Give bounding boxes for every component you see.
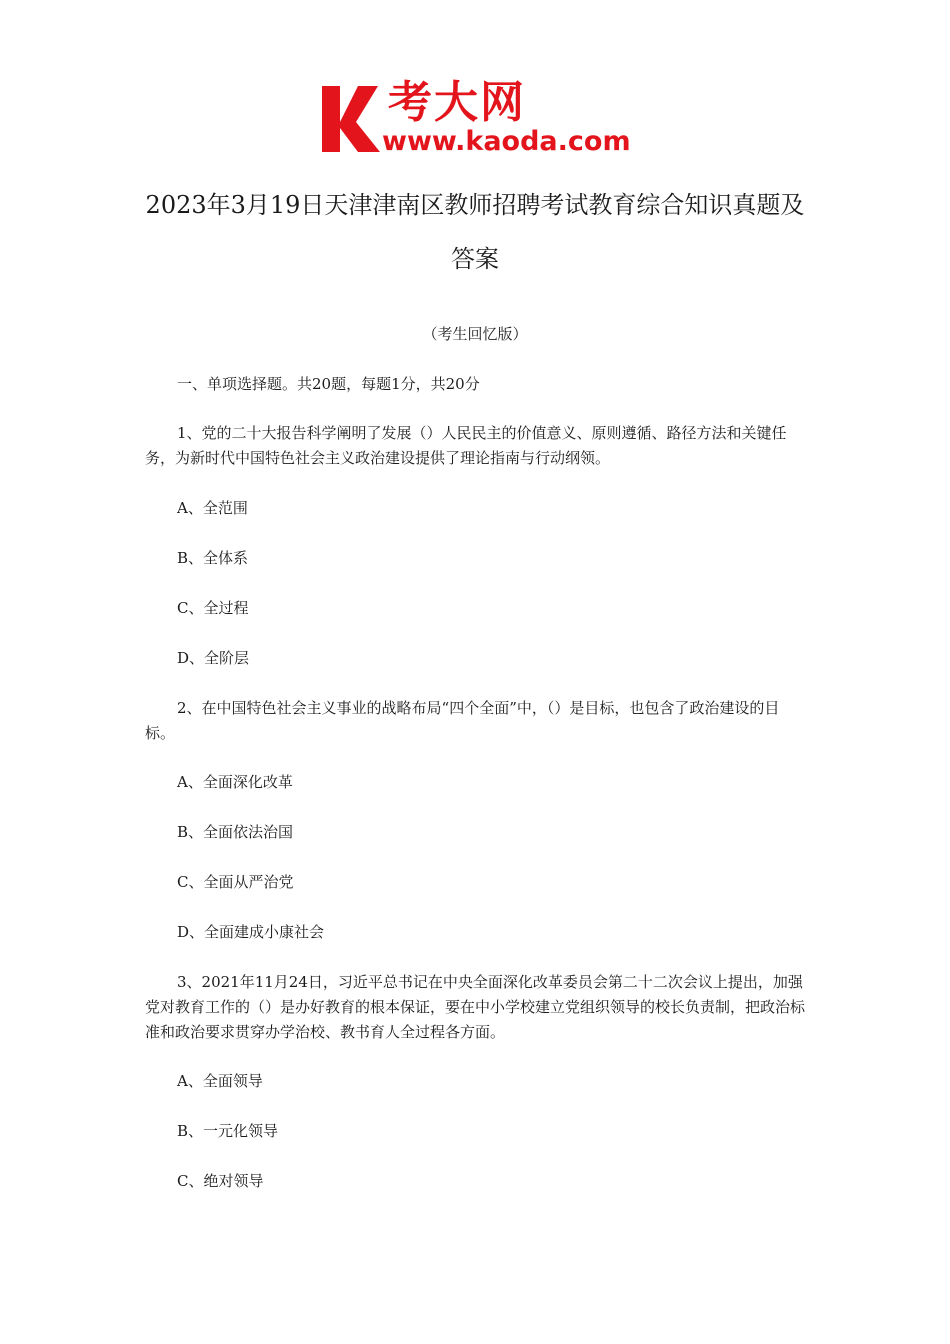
question-1-option-c: C、全过程 <box>177 599 249 617</box>
logo-brand-url: www.kaoda.com <box>382 126 631 157</box>
question-2-text: 2、在中国特色社会主义事业的战略布局“四个全面”中，（）是目标，也包含了政治建设的目标。 <box>145 699 780 742</box>
kaoda-logo <box>318 78 638 158</box>
question-3-option-c: C、绝对领导 <box>177 1172 264 1190</box>
question-3-option-b: B、一元化领导 <box>177 1122 279 1140</box>
question-3-text: 3、2021年11月24日，习近平总书记在中央全面深化改革委员会第二十二次会议上提出，加强党对教育工作的（）是办好教育的根本保证，要在中小学校建立党组织领导的校长负责制，把政治标准和政治要求贯穿办学治校、教书育人全过程各方面。 <box>145 973 806 1041</box>
question-1-option-d: D、全阶层 <box>177 649 250 667</box>
question-2-option-c: C、全面从严治党 <box>177 873 294 891</box>
question-2-option-d: D、全面建成小康社会 <box>177 923 325 941</box>
logo-brand-name: 考大网 <box>388 77 526 128</box>
document-subtitle: （考生回忆版） <box>422 325 528 343</box>
document-title: 2023年3月19日天津津南区教师招聘考试教育综合知识真题及答案 <box>145 191 805 273</box>
section-heading: 一、单项选择题。共20题，每题1分，共20分 <box>177 375 480 393</box>
question-3-option-a: A、全面领导 <box>177 1072 263 1090</box>
question-2-option-a: A、全面深化改革 <box>177 773 293 791</box>
question-1-text: 1、党的二十大报告科学阐明了发展（）人民民主的价值意义、原则遵循、路径方法和关键任务，为新时代中国特色社会主义政治建设提供了理论指南与行动纲领。 <box>145 424 787 467</box>
question-1-option-b: B、全体系 <box>177 549 249 567</box>
k-logo-icon <box>318 82 384 154</box>
question-2-option-b: B、全面依法治国 <box>177 823 294 841</box>
question-1-option-a: A、全范围 <box>177 499 248 517</box>
